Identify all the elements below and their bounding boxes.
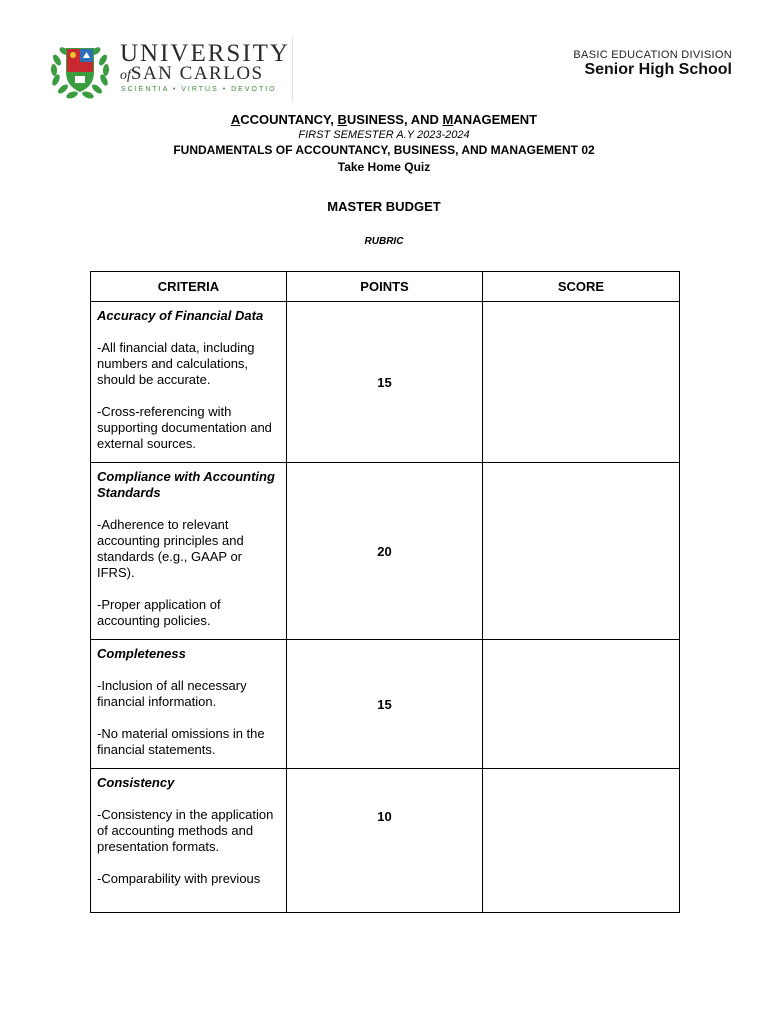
university-name: UNIVERSITY — [120, 40, 290, 67]
header-criteria: CRITERIA — [91, 272, 287, 302]
criteria-description: -Comparability with previous — [97, 871, 261, 886]
points-cell: 10 — [287, 769, 483, 913]
points-cell: 15 — [287, 302, 483, 463]
criteria-name: Accuracy of Financial Data — [97, 308, 264, 323]
division-line2: Senior High School — [584, 61, 732, 78]
header-points: POINTS — [287, 272, 483, 302]
criteria-description: -No material omissions in the financial statements. — [97, 726, 265, 757]
criteria-cell — [91, 302, 287, 463]
points-cell: 15 — [287, 640, 483, 769]
topic-title: MASTER BUDGET — [327, 199, 441, 214]
score-cell — [483, 302, 680, 463]
strand-part-1: CCOUNTANCY, — [240, 112, 338, 127]
strand-title — [0, 112, 768, 128]
title-block — [0, 112, 768, 175]
university-seal-icon — [48, 38, 112, 102]
table-header-row — [91, 272, 680, 302]
score-cell — [483, 769, 680, 913]
points-cell: 20 — [287, 463, 483, 640]
table-row — [91, 302, 680, 463]
criteria-cell — [91, 769, 287, 913]
criteria-description: -Proper application of accounting policies. — [97, 597, 221, 628]
table-row — [91, 769, 680, 913]
division-label — [573, 49, 732, 79]
strand-initial-a: A — [230, 112, 241, 127]
division-line1: BASIC EDUCATION DIVISION — [573, 49, 732, 61]
criteria-description: -Adherence to relevant accounting principles and standards (e.g., GAAP or IFRS). — [97, 517, 244, 580]
subject-title: FUNDAMENTALS OF ACCOUNTANCY, BUSINESS, AND MANAGEMENT 02 — [173, 143, 595, 157]
criteria-name: Completeness — [97, 646, 186, 661]
rubric-table — [90, 271, 680, 913]
strand-part-3: ANAGEMENT — [453, 112, 538, 127]
criteria-description: -Consistency in the application of accounting methods and presentation formats. — [97, 807, 274, 854]
criteria-cell — [91, 463, 287, 640]
strand-part-2: USINESS, AND — [346, 112, 443, 127]
criteria-name: Compliance with Accounting Standards — [97, 469, 275, 500]
criteria-description: -Cross-referencing with supporting documentation and external sources. — [97, 404, 272, 451]
criteria-name: Consistency — [97, 775, 175, 790]
university-motto: SCIENTIA • VIRTUS • DEVOTIO — [121, 86, 277, 93]
table-row — [91, 640, 680, 769]
university-of: of — [120, 68, 131, 83]
criteria-description: -All financial data, including numbers and calculations, should be accurate. — [97, 340, 255, 387]
criteria-cell — [91, 640, 287, 769]
strand-initial-m: M — [442, 112, 454, 127]
score-cell — [483, 640, 680, 769]
header-score: SCORE — [483, 272, 680, 302]
strand-initial-b: B — [337, 112, 347, 127]
score-cell — [483, 463, 680, 640]
quiz-title: Take Home Quiz — [337, 160, 431, 174]
table-row — [91, 463, 680, 640]
university-san-carlos: SAN CARLOS — [130, 63, 264, 84]
rubric-label: RUBRIC — [364, 236, 404, 247]
university-logo — [30, 36, 293, 102]
semester-line: FIRST SEMESTER A.Y 2023-2024 — [298, 129, 470, 141]
university-subtitle — [120, 63, 264, 85]
criteria-description: -Inclusion of all necessary financial information. — [97, 678, 247, 709]
